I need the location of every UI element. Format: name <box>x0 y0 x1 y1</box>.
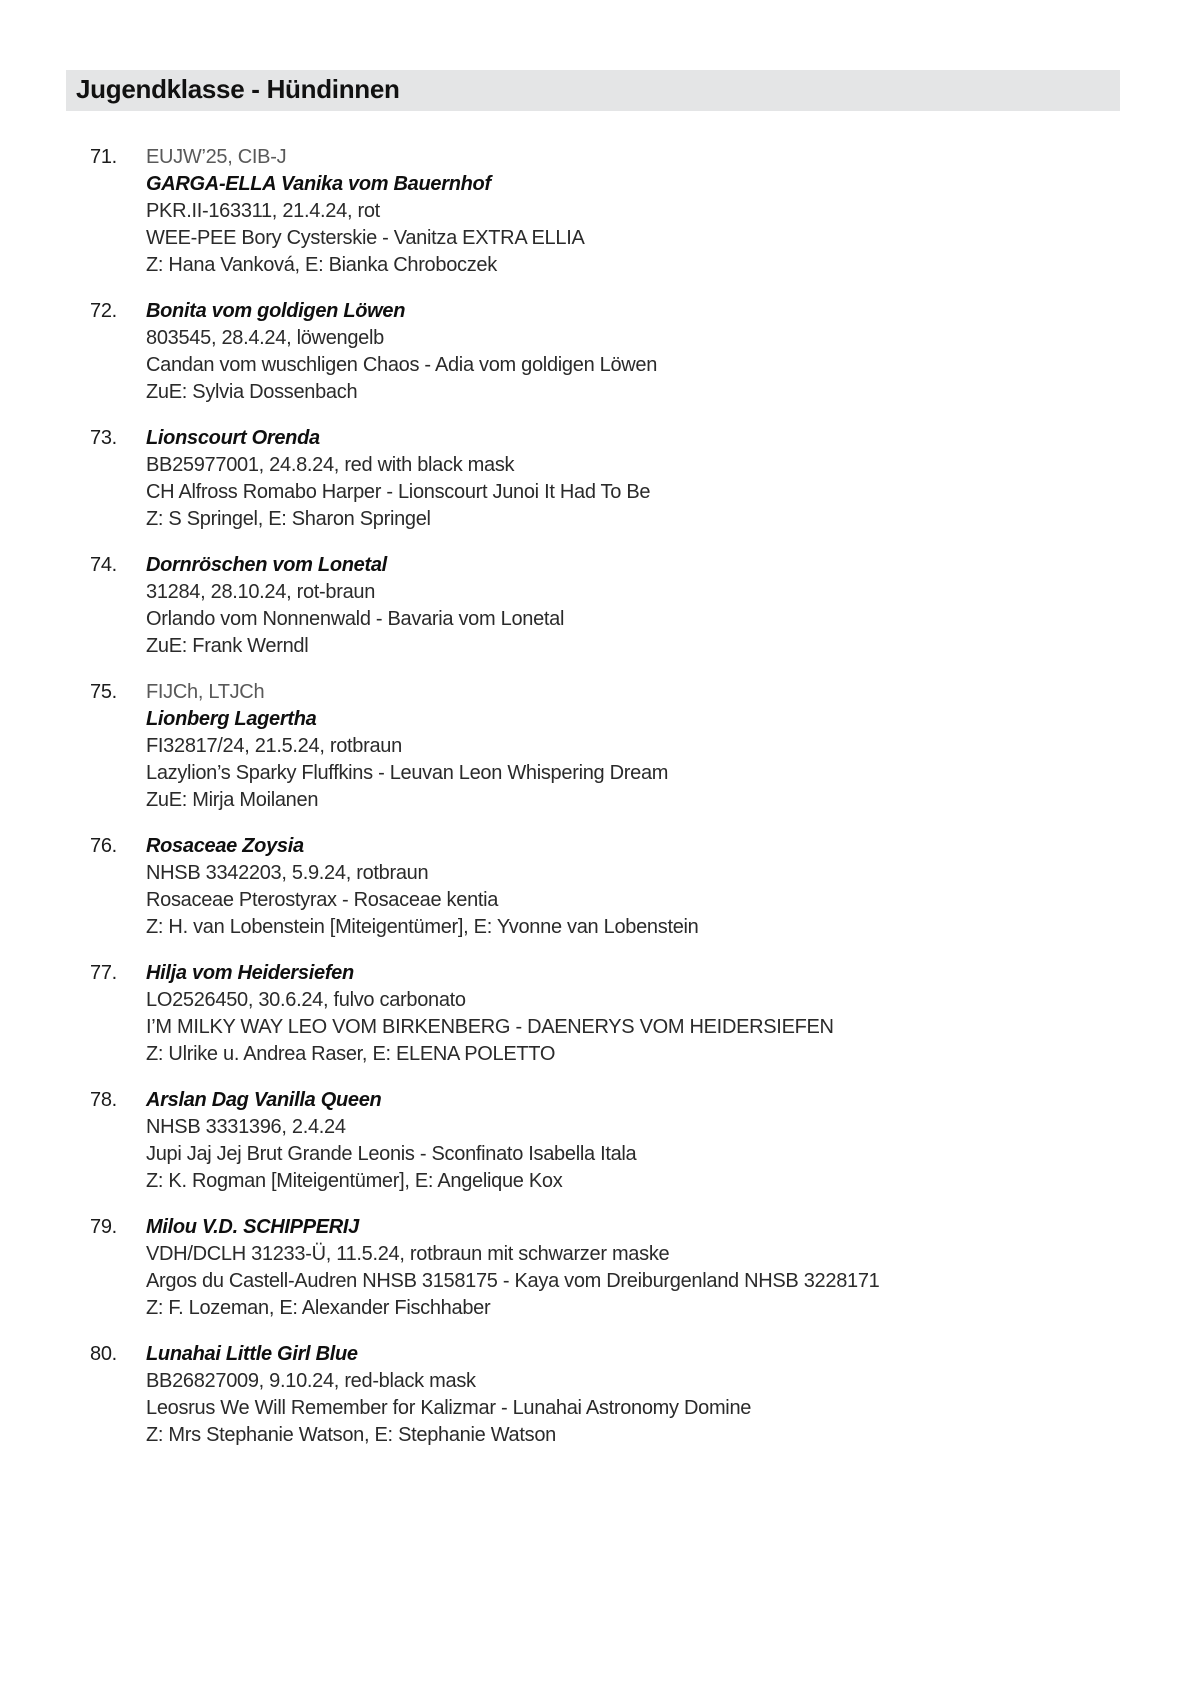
entry-parents: Rosaceae Pterostyrax - Rosaceae kentia <box>146 889 499 911</box>
entry-breeder-owner: ZuE: Mirja Moilanen <box>146 789 319 811</box>
dog-name: Lionscourt Orenda <box>146 427 320 449</box>
entry-body <box>146 960 1120 1068</box>
entry-body <box>146 552 1120 660</box>
catalog-entry <box>90 1214 1120 1322</box>
catalog-entry <box>90 144 1120 279</box>
entry-body <box>146 144 1120 279</box>
entry-registration: NHSB 3331396, 2.4.24 <box>146 1116 346 1138</box>
catalog-entry <box>90 960 1120 1068</box>
entry-body <box>146 1087 1120 1195</box>
entry-registration: NHSB 3342203, 5.9.24, rotbraun <box>146 862 429 884</box>
section-header <box>66 70 1120 111</box>
entry-body <box>146 679 1120 814</box>
entry-number: 72. <box>90 300 117 322</box>
entry-body <box>146 1341 1120 1449</box>
entry-number: 78. <box>90 1089 117 1111</box>
entry-breeder-owner: ZuE: Frank Werndl <box>146 635 309 657</box>
dog-name: Dornröschen vom Lonetal <box>146 554 387 576</box>
entry-body <box>146 1214 1120 1322</box>
entry-number: 79. <box>90 1216 117 1238</box>
entry-titles: EUJW’25, CIB-J <box>146 146 287 168</box>
entry-number: 71. <box>90 146 117 168</box>
entry-number: 74. <box>90 554 117 576</box>
entry-parents: Candan vom wuschligen Chaos - Adia vom goldigen Löwen <box>146 354 658 376</box>
entry-parents: WEE-PEE Bory Cysterskie - Vanitza EXTRA ELLIA <box>146 227 585 249</box>
entry-number: 76. <box>90 835 117 857</box>
entry-registration: BB25977001, 24.8.24, red with black mask <box>146 454 515 476</box>
catalog-entry <box>90 833 1120 941</box>
entry-body <box>146 425 1120 533</box>
entry-titles: FIJCh, LTJCh <box>146 681 265 703</box>
entry-parents: Leosrus We Will Remember for Kalizmar - Lunahai Astronomy Domine <box>146 1397 752 1419</box>
entry-number: 73. <box>90 427 117 449</box>
entry-parents: Orlando vom Nonnenwald - Bavaria vom Lonetal <box>146 608 565 630</box>
catalog-entry <box>90 679 1120 814</box>
entry-breeder-owner: Z: Ulrike u. Andrea Raser, E: ELENA POLETTO <box>146 1043 556 1065</box>
dog-name: Hilja vom Heidersiefen <box>146 962 354 984</box>
catalog-entry <box>90 1087 1120 1195</box>
entry-breeder-owner: Z: Hana Vanková, E: Bianka Chroboczek <box>146 254 497 276</box>
dog-name: Lionberg Lagertha <box>146 708 317 730</box>
entry-breeder-owner: Z: F. Lozeman, E: Alexander Fischhaber <box>146 1297 491 1319</box>
dog-name: Lunahai Little Girl Blue <box>146 1343 358 1365</box>
entry-registration: BB26827009, 9.10.24, red-black mask <box>146 1370 476 1392</box>
entry-breeder-owner: Z: S Springel, E: Sharon Springel <box>146 508 431 530</box>
entry-registration: 31284, 28.10.24, rot-braun <box>146 581 376 603</box>
catalog-entry <box>90 552 1120 660</box>
entry-registration: PKR.II-163311, 21.4.24, rot <box>146 200 380 222</box>
entry-breeder-owner: Z: H. van Lobenstein [Miteigentümer], E: Yvonne van Lobenstein <box>146 916 699 938</box>
entry-number: 80. <box>90 1343 117 1365</box>
entry-registration: VDH/DCLH 31233-Ü, 11.5.24, rotbraun mit schwarzer maske <box>146 1243 670 1265</box>
entry-registration: 803545, 28.4.24, löwengelb <box>146 327 384 349</box>
entry-number: 75. <box>90 681 117 703</box>
section-title: Jugendklasse - Hündinnen <box>76 74 400 104</box>
catalog-entry <box>90 298 1120 406</box>
entry-parents: Argos du Castell-Audren NHSB 3158175 - Kaya vom Dreiburgenland NHSB 3228171 <box>146 1270 880 1292</box>
dog-name: Milou V.D. SCHIPPERIJ <box>146 1216 360 1238</box>
catalog-entry <box>90 425 1120 533</box>
catalog-entry <box>90 1341 1120 1449</box>
dog-name: Bonita vom goldigen Löwen <box>146 300 406 322</box>
entry-breeder-owner: ZuE: Sylvia Dossenbach <box>146 381 358 403</box>
entry-parents: Jupi Jaj Jej Brut Grande Leonis - Sconfinato Isabella Itala <box>146 1143 637 1165</box>
entry-breeder-owner: Z: K. Rogman [Miteigentümer], E: Angelique Kox <box>146 1170 563 1192</box>
entry-parents: Lazylion’s Sparky Fluffkins - Leuvan Leon Whispering Dream <box>146 762 669 784</box>
dog-name: GARGA-ELLA Vanika vom Bauernhof <box>146 173 491 195</box>
entry-breeder-owner: Z: Mrs Stephanie Watson, E: Stephanie Watson <box>146 1424 556 1446</box>
entry-registration: FI32817/24, 21.5.24, rotbraun <box>146 735 402 757</box>
entry-number: 77. <box>90 962 117 984</box>
entry-body <box>146 833 1120 941</box>
entry-parents: CH Alfross Romabo Harper - Lionscourt Junoi It Had To Be <box>146 481 651 503</box>
entry-registration: LO2526450, 30.6.24, fulvo carbonato <box>146 989 466 1011</box>
entries-list <box>66 144 1120 1449</box>
dog-name: Rosaceae Zoysia <box>146 835 304 857</box>
entry-body <box>146 298 1120 406</box>
entry-parents: I’M MILKY WAY LEO VOM BIRKENBERG - DAENERYS VOM HEIDERSIEFEN <box>146 1016 834 1038</box>
dog-name: Arslan Dag Vanilla Queen <box>146 1089 382 1111</box>
